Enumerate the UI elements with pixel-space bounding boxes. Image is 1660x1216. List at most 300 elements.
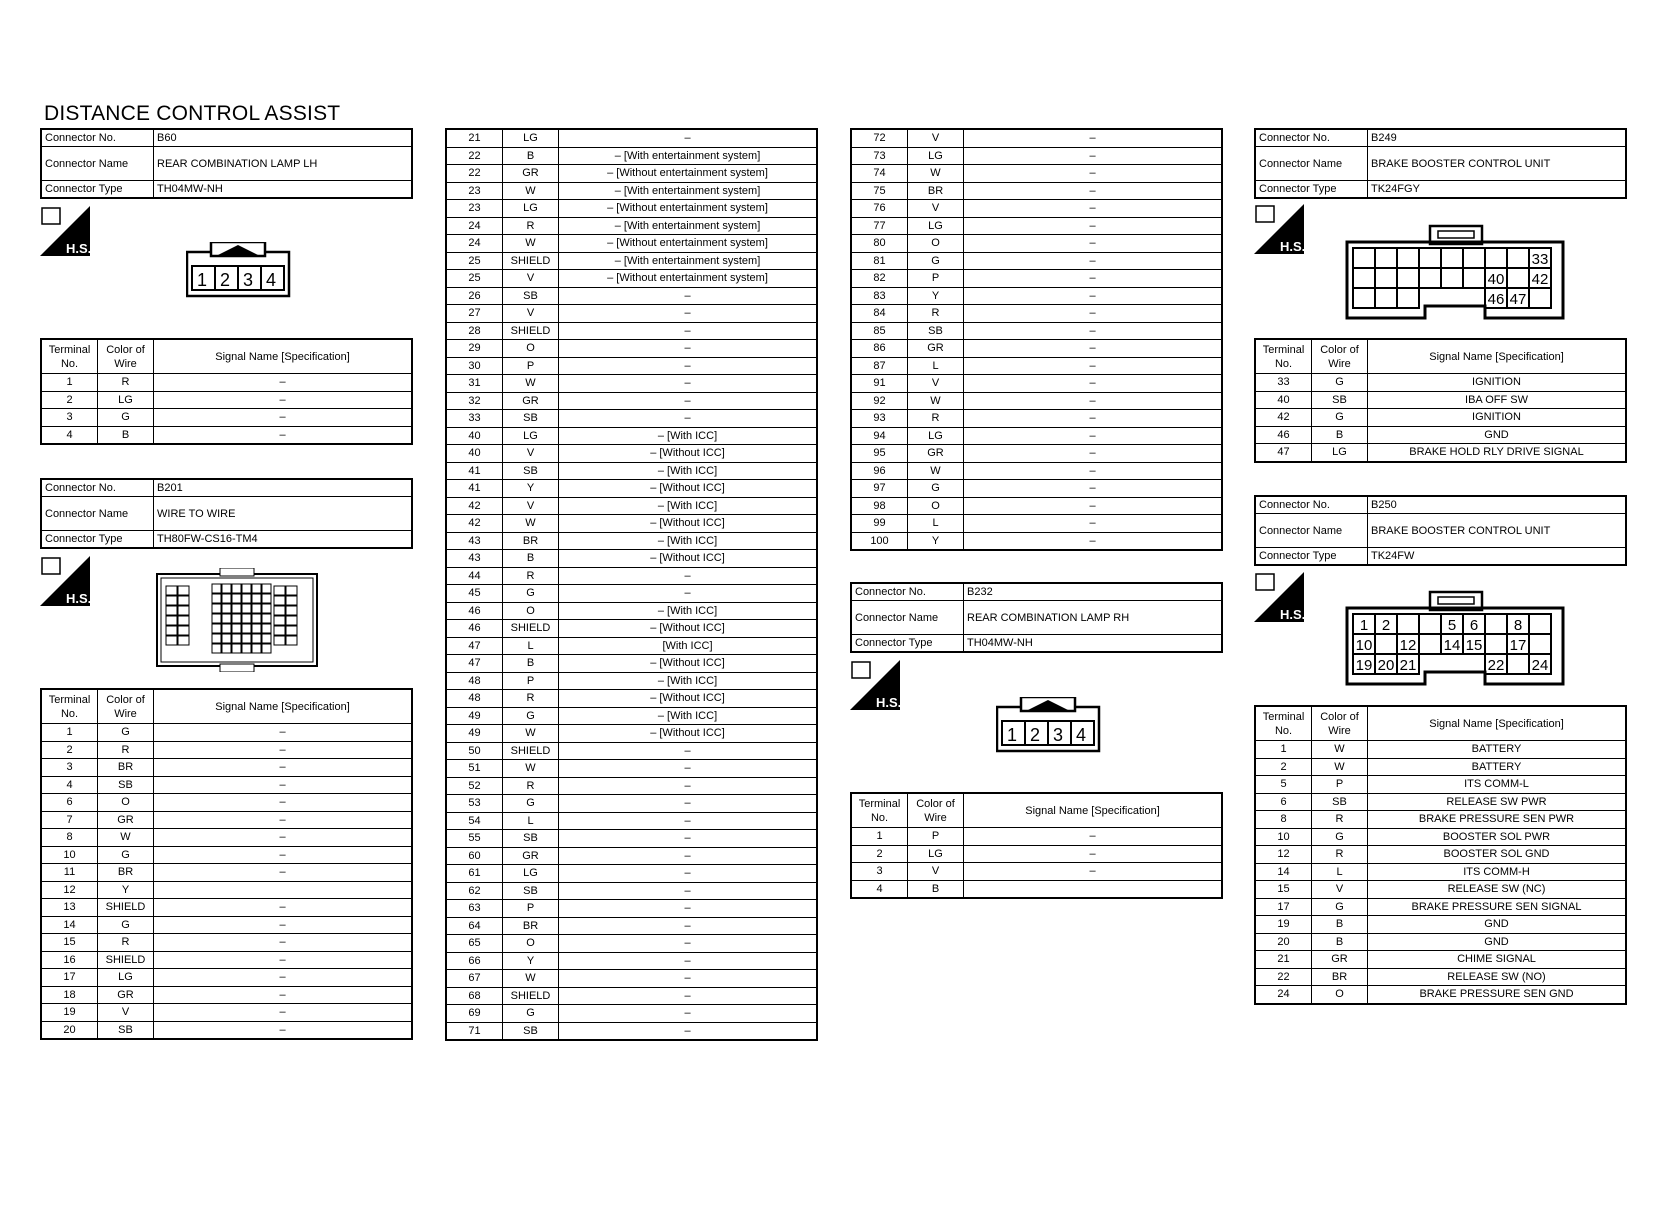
wire-color: BR bbox=[503, 917, 559, 935]
signal-name: – bbox=[559, 777, 818, 795]
terminal-table-b201-cont bbox=[445, 128, 818, 1041]
table-row bbox=[41, 969, 412, 987]
connector-b249-face bbox=[1345, 224, 1565, 325]
signal-name: – bbox=[559, 830, 818, 848]
table-row bbox=[851, 252, 1222, 270]
pin-label: 6 bbox=[1469, 617, 1479, 634]
wire-color: W bbox=[908, 165, 964, 183]
terminal-table-b250 bbox=[1254, 705, 1627, 1005]
label-connector-no: Connector No. bbox=[41, 479, 154, 497]
wire-color: V bbox=[908, 129, 964, 147]
table-row bbox=[1255, 986, 1626, 1004]
table-row bbox=[446, 882, 817, 900]
pin-cell bbox=[212, 614, 221, 623]
terminal-no: 96 bbox=[851, 462, 908, 480]
wire-color: O bbox=[98, 794, 154, 812]
signal-name: – bbox=[559, 410, 818, 428]
page-title: DISTANCE CONTROL ASSIST bbox=[44, 102, 341, 125]
signal-name: – [Without ICC] bbox=[559, 620, 818, 638]
label-connector-name: Connector Name bbox=[41, 497, 154, 531]
wire-color: LG bbox=[503, 427, 559, 445]
connector-name: BRAKE BOOSTER CONTROL UNIT bbox=[1368, 514, 1627, 548]
pin-cell bbox=[274, 606, 285, 615]
wire-color: SHIELD bbox=[503, 742, 559, 760]
table-row bbox=[446, 830, 817, 848]
terminal-no: 48 bbox=[446, 672, 503, 690]
table-row bbox=[446, 725, 817, 743]
signal-name: ITS COMM-L bbox=[1368, 776, 1627, 794]
terminal-no: 77 bbox=[851, 217, 908, 235]
connector-b60-header bbox=[40, 128, 413, 199]
signal-name: – bbox=[559, 1005, 818, 1023]
connector-name: WIRE TO WIRE bbox=[154, 497, 413, 531]
pin-label: 20 bbox=[1377, 657, 1395, 674]
table-row bbox=[1255, 426, 1626, 444]
table-row bbox=[41, 794, 412, 812]
table-row bbox=[446, 480, 817, 498]
pin-cell bbox=[222, 604, 231, 613]
signal-name: – bbox=[559, 847, 818, 865]
wire-color: W bbox=[98, 829, 154, 847]
pin-cell bbox=[1441, 248, 1463, 268]
pin-cell bbox=[262, 614, 271, 623]
signal-name: – bbox=[559, 970, 818, 988]
pin-cell bbox=[1507, 654, 1529, 674]
wire-color: G bbox=[503, 795, 559, 813]
pin-cell bbox=[262, 634, 271, 643]
signal-name: – bbox=[559, 865, 818, 883]
signal-name: BRAKE PRESSURE SEN GND bbox=[1368, 986, 1627, 1004]
label-connector-name: Connector Name bbox=[1255, 514, 1368, 548]
wire-color: L bbox=[908, 357, 964, 375]
connector-no: B232 bbox=[964, 583, 1223, 601]
label-connector-no: Connector No. bbox=[851, 583, 964, 601]
pin-label: 3 bbox=[243, 270, 254, 290]
connector-b201-header bbox=[40, 478, 413, 549]
terminal-no: 91 bbox=[851, 375, 908, 393]
wire-color: BR bbox=[98, 864, 154, 882]
pin-cell bbox=[166, 586, 177, 595]
wire-color: SHIELD bbox=[503, 252, 559, 270]
terminal-no: 4 bbox=[851, 880, 908, 898]
signal-name: – bbox=[964, 305, 1223, 323]
pin-cell bbox=[1529, 614, 1551, 634]
pin-cell bbox=[1397, 268, 1419, 288]
terminal-no: 74 bbox=[851, 165, 908, 183]
pin-label: 17 bbox=[1509, 637, 1527, 654]
connector-b232-header bbox=[850, 582, 1223, 653]
pin-cell bbox=[166, 616, 177, 625]
wire-color: GR bbox=[1312, 951, 1368, 969]
table-row bbox=[1255, 793, 1626, 811]
terminal-no: 3 bbox=[41, 409, 98, 427]
terminal-no: 46 bbox=[446, 602, 503, 620]
pin-cell bbox=[166, 636, 177, 645]
signal-name: – bbox=[559, 900, 818, 918]
connector-b201-face bbox=[156, 568, 318, 677]
table-row bbox=[851, 235, 1222, 253]
signal-name: – bbox=[559, 935, 818, 953]
terminal-no: 42 bbox=[446, 497, 503, 515]
th-color: Color of Wire bbox=[1312, 339, 1368, 374]
terminal-no: 66 bbox=[446, 952, 503, 970]
terminal-no: 15 bbox=[1255, 881, 1312, 899]
pin-cell bbox=[242, 634, 251, 643]
wire-color: B bbox=[503, 655, 559, 673]
wire-color: SB bbox=[1312, 391, 1368, 409]
signal-name: – bbox=[154, 986, 413, 1004]
wire-color: R bbox=[98, 741, 154, 759]
terminal-no: 1 bbox=[851, 828, 908, 846]
connector-type: TH04MW-NH bbox=[154, 181, 413, 199]
signal-name: – bbox=[964, 147, 1223, 165]
terminal-no: 93 bbox=[851, 410, 908, 428]
signal-name: IGNITION bbox=[1368, 374, 1627, 392]
terminal-no: 3 bbox=[41, 759, 98, 777]
pin-cell bbox=[286, 586, 297, 595]
wire-color: LG bbox=[1312, 444, 1368, 462]
wire-color: R bbox=[503, 217, 559, 235]
signal-name: – bbox=[559, 392, 818, 410]
signal-name: – bbox=[154, 1004, 413, 1022]
table-row bbox=[851, 880, 1222, 898]
terminal-no: 65 bbox=[446, 935, 503, 953]
table-row bbox=[1255, 933, 1626, 951]
wire-color: SB bbox=[503, 410, 559, 428]
table-row bbox=[851, 480, 1222, 498]
pin-label: 1 bbox=[1359, 617, 1369, 634]
connector-b201 bbox=[40, 478, 413, 549]
hs-label: H.S. bbox=[66, 241, 90, 256]
wire-color: B bbox=[98, 426, 154, 444]
table-row bbox=[446, 287, 817, 305]
table-row bbox=[851, 182, 1222, 200]
terminal-no: 24 bbox=[1255, 986, 1312, 1004]
terminal-no: 82 bbox=[851, 270, 908, 288]
wire-color: V bbox=[503, 497, 559, 515]
signal-name: – bbox=[154, 846, 413, 864]
label-connector-no: Connector No. bbox=[1255, 129, 1368, 147]
wire-color: G bbox=[98, 409, 154, 427]
pin-cell bbox=[178, 596, 189, 605]
signal-name: – [With ICC] bbox=[559, 672, 818, 690]
wire-color: R bbox=[1312, 846, 1368, 864]
wire-color: R bbox=[908, 410, 964, 428]
wire-color: LG bbox=[503, 865, 559, 883]
pin-cell bbox=[222, 644, 231, 653]
signal-name: – bbox=[964, 200, 1223, 218]
table-row bbox=[446, 497, 817, 515]
pin-cell bbox=[242, 644, 251, 653]
th-terminal: Terminal No. bbox=[851, 793, 908, 828]
table-row bbox=[851, 462, 1222, 480]
terminal-no: 47 bbox=[446, 637, 503, 655]
table-row bbox=[1255, 898, 1626, 916]
pin-cell bbox=[262, 594, 271, 603]
pin-cell bbox=[178, 636, 189, 645]
terminal-table-b60 bbox=[40, 338, 413, 445]
connector-no: B201 bbox=[154, 479, 413, 497]
wire-color: Y bbox=[908, 287, 964, 305]
wire-color: R bbox=[98, 934, 154, 952]
table-row bbox=[851, 515, 1222, 533]
table-row bbox=[446, 182, 817, 200]
table-row bbox=[1255, 846, 1626, 864]
table-row bbox=[446, 340, 817, 358]
signal-name: – bbox=[964, 410, 1223, 428]
pin-label: 15 bbox=[1465, 637, 1483, 654]
table-row bbox=[446, 900, 817, 918]
signal-name: – bbox=[154, 409, 413, 427]
pin-cell bbox=[1397, 288, 1419, 308]
pin-cell bbox=[1419, 634, 1441, 654]
pin-cell bbox=[1463, 248, 1485, 268]
pin-cell bbox=[1529, 288, 1551, 308]
wire-color: G bbox=[1312, 898, 1368, 916]
signal-name: – bbox=[559, 340, 818, 358]
signal-name: – bbox=[559, 322, 818, 340]
terminal-no: 44 bbox=[446, 567, 503, 585]
pin-label: 19 bbox=[1355, 657, 1373, 674]
table-row bbox=[1255, 758, 1626, 776]
signal-name: – [Without entertainment system] bbox=[559, 270, 818, 288]
terminal-no: 1 bbox=[41, 724, 98, 742]
terminal-no: 41 bbox=[446, 480, 503, 498]
pin-cell bbox=[286, 636, 297, 645]
signal-name: – bbox=[559, 585, 818, 603]
table-row bbox=[1255, 968, 1626, 986]
table-row bbox=[1255, 444, 1626, 462]
th-signal: Signal Name [Specification] bbox=[154, 689, 413, 724]
signal-name: – bbox=[559, 760, 818, 778]
signal-name: – bbox=[559, 305, 818, 323]
terminal-no: 33 bbox=[1255, 374, 1312, 392]
table-row bbox=[446, 742, 817, 760]
wire-color: L bbox=[1312, 863, 1368, 881]
table-row bbox=[851, 200, 1222, 218]
pin-label: 14 bbox=[1443, 637, 1461, 654]
hs-label: H.S. bbox=[876, 695, 900, 710]
terminal-no: 95 bbox=[851, 445, 908, 463]
signal-name: ITS COMM-H bbox=[1368, 863, 1627, 881]
table-row bbox=[446, 567, 817, 585]
signal-name: – [Without ICC] bbox=[559, 480, 818, 498]
signal-name: – [With ICC] bbox=[559, 462, 818, 480]
connector-b249 bbox=[1254, 128, 1627, 199]
pin-cell bbox=[1507, 248, 1529, 268]
wire-color: P bbox=[503, 900, 559, 918]
signal-name: – [With ICC] bbox=[559, 427, 818, 445]
th-color: Color of Wire bbox=[98, 339, 154, 374]
table-row bbox=[446, 970, 817, 988]
signal-name: – [With ICC] bbox=[559, 497, 818, 515]
wire-color: B bbox=[1312, 426, 1368, 444]
terminal-no: 25 bbox=[446, 270, 503, 288]
pin-label: 2 bbox=[220, 270, 231, 290]
signal-name: GND bbox=[1368, 426, 1627, 444]
wire-color: G bbox=[98, 724, 154, 742]
signal-name: RELEASE SW PWR bbox=[1368, 793, 1627, 811]
terminal-no: 10 bbox=[41, 846, 98, 864]
terminal-no: 17 bbox=[41, 969, 98, 987]
signal-name: – bbox=[964, 480, 1223, 498]
pin-cell bbox=[252, 614, 261, 623]
terminal-no: 17 bbox=[1255, 898, 1312, 916]
table-row bbox=[446, 427, 817, 445]
pin-label: 12 bbox=[1399, 637, 1417, 654]
wire-color: V bbox=[908, 863, 964, 881]
pin-cell bbox=[1485, 634, 1507, 654]
connector-b249-header bbox=[1254, 128, 1627, 199]
terminal-no: 72 bbox=[851, 129, 908, 147]
terminal-no: 47 bbox=[1255, 444, 1312, 462]
signal-name: – [Without ICC] bbox=[559, 445, 818, 463]
wire-color: LG bbox=[503, 129, 559, 147]
signal-name: – [Without ICC] bbox=[559, 515, 818, 533]
terminal-no: 87 bbox=[851, 357, 908, 375]
table-row bbox=[41, 741, 412, 759]
table-row bbox=[446, 620, 817, 638]
table-row bbox=[446, 585, 817, 603]
terminal-no: 76 bbox=[851, 200, 908, 218]
wire-color: L bbox=[503, 637, 559, 655]
pin-cell bbox=[232, 594, 241, 603]
wire-color: P bbox=[503, 357, 559, 375]
table-row bbox=[851, 828, 1222, 846]
table-row bbox=[446, 987, 817, 1005]
terminal-no: 16 bbox=[41, 951, 98, 969]
th-signal: Signal Name [Specification] bbox=[1368, 339, 1627, 374]
wire-color: G bbox=[503, 707, 559, 725]
terminal-no: 42 bbox=[1255, 409, 1312, 427]
th-color: Color of Wire bbox=[908, 793, 964, 828]
terminal-no: 12 bbox=[1255, 846, 1312, 864]
wire-color: R bbox=[98, 374, 154, 392]
table-row bbox=[41, 934, 412, 952]
wire-color: Y bbox=[503, 480, 559, 498]
pin-cell bbox=[1419, 248, 1441, 268]
wire-color: W bbox=[503, 375, 559, 393]
wire-color: GR bbox=[908, 340, 964, 358]
pin-label: 3 bbox=[1053, 725, 1064, 745]
terminal-no: 51 bbox=[446, 760, 503, 778]
table-row bbox=[851, 392, 1222, 410]
wire-color: SB bbox=[1312, 793, 1368, 811]
signal-name: – bbox=[964, 182, 1223, 200]
terminal-no: 21 bbox=[1255, 951, 1312, 969]
terminal-no: 50 bbox=[446, 742, 503, 760]
terminal-no: 24 bbox=[446, 235, 503, 253]
terminal-table-b201-cont2 bbox=[850, 128, 1223, 551]
terminal-no: 49 bbox=[446, 725, 503, 743]
terminal-no: 20 bbox=[1255, 933, 1312, 951]
th-signal: Signal Name [Specification] bbox=[964, 793, 1223, 828]
table-row bbox=[41, 829, 412, 847]
wire-color: W bbox=[908, 462, 964, 480]
pin-cell bbox=[252, 604, 261, 613]
terminal-no: 24 bbox=[446, 217, 503, 235]
terminal-no: 73 bbox=[851, 147, 908, 165]
pin-cell bbox=[252, 594, 261, 603]
signal-name: – [Without ICC] bbox=[559, 725, 818, 743]
table-row bbox=[446, 865, 817, 883]
connector-b232 bbox=[850, 582, 1223, 653]
pin-cell bbox=[166, 596, 177, 605]
pin-label: 21 bbox=[1399, 657, 1417, 674]
connector-b250-header bbox=[1254, 495, 1627, 566]
pin-cell bbox=[1353, 248, 1375, 268]
wire-color: LG bbox=[503, 200, 559, 218]
pin-cell bbox=[1441, 268, 1463, 288]
table-row bbox=[851, 129, 1222, 147]
pin-cell bbox=[274, 616, 285, 625]
pin-cell bbox=[252, 584, 261, 593]
table-row bbox=[446, 637, 817, 655]
signal-name: – bbox=[559, 882, 818, 900]
pin-cell bbox=[252, 624, 261, 633]
wire-color: G bbox=[98, 916, 154, 934]
signal-name: – bbox=[964, 340, 1223, 358]
signal-name: – bbox=[964, 252, 1223, 270]
wire-color: V bbox=[98, 1004, 154, 1022]
connector-name: REAR COMBINATION LAMP RH bbox=[964, 601, 1223, 635]
table-row bbox=[1255, 391, 1626, 409]
wire-color: W bbox=[908, 392, 964, 410]
signal-name: – bbox=[559, 129, 818, 147]
terminal-no: 84 bbox=[851, 305, 908, 323]
wire-color: R bbox=[908, 305, 964, 323]
connector-b232-face bbox=[996, 697, 1102, 758]
terminal-no: 40 bbox=[1255, 391, 1312, 409]
th-signal: Signal Name [Specification] bbox=[1368, 706, 1627, 741]
terminal-no: 20 bbox=[41, 1021, 98, 1039]
pin-label: 2 bbox=[1381, 617, 1391, 634]
terminal-no: 11 bbox=[41, 864, 98, 882]
pin-cell bbox=[1353, 268, 1375, 288]
wire-color: SHIELD bbox=[503, 987, 559, 1005]
terminal-no: 19 bbox=[1255, 916, 1312, 934]
terminal-no: 33 bbox=[446, 410, 503, 428]
connector-type: TK24FW bbox=[1368, 548, 1627, 566]
pin-cell bbox=[286, 616, 297, 625]
table-row bbox=[446, 917, 817, 935]
wire-color: O bbox=[503, 935, 559, 953]
terminal-no: 80 bbox=[851, 235, 908, 253]
wire-color: Y bbox=[503, 952, 559, 970]
table-row bbox=[851, 497, 1222, 515]
signal-name: – bbox=[154, 811, 413, 829]
pin-cell bbox=[1463, 268, 1485, 288]
wire-color: SB bbox=[908, 322, 964, 340]
table-row bbox=[1255, 916, 1626, 934]
terminal-no: 8 bbox=[41, 829, 98, 847]
signal-name: – bbox=[964, 235, 1223, 253]
table-row bbox=[851, 217, 1222, 235]
signal-name: – bbox=[154, 426, 413, 444]
pin-cell bbox=[178, 586, 189, 595]
terminal-no: 62 bbox=[446, 882, 503, 900]
signal-name: – bbox=[154, 864, 413, 882]
table-row bbox=[41, 811, 412, 829]
wire-color: B bbox=[908, 880, 964, 898]
terminal-no: 23 bbox=[446, 182, 503, 200]
signal-name: – bbox=[559, 567, 818, 585]
terminal-no: 64 bbox=[446, 917, 503, 935]
label-connector-name: Connector Name bbox=[1255, 147, 1368, 181]
terminal-no: 100 bbox=[851, 532, 908, 550]
connector-b60 bbox=[40, 128, 413, 199]
signal-name: – bbox=[964, 863, 1223, 881]
